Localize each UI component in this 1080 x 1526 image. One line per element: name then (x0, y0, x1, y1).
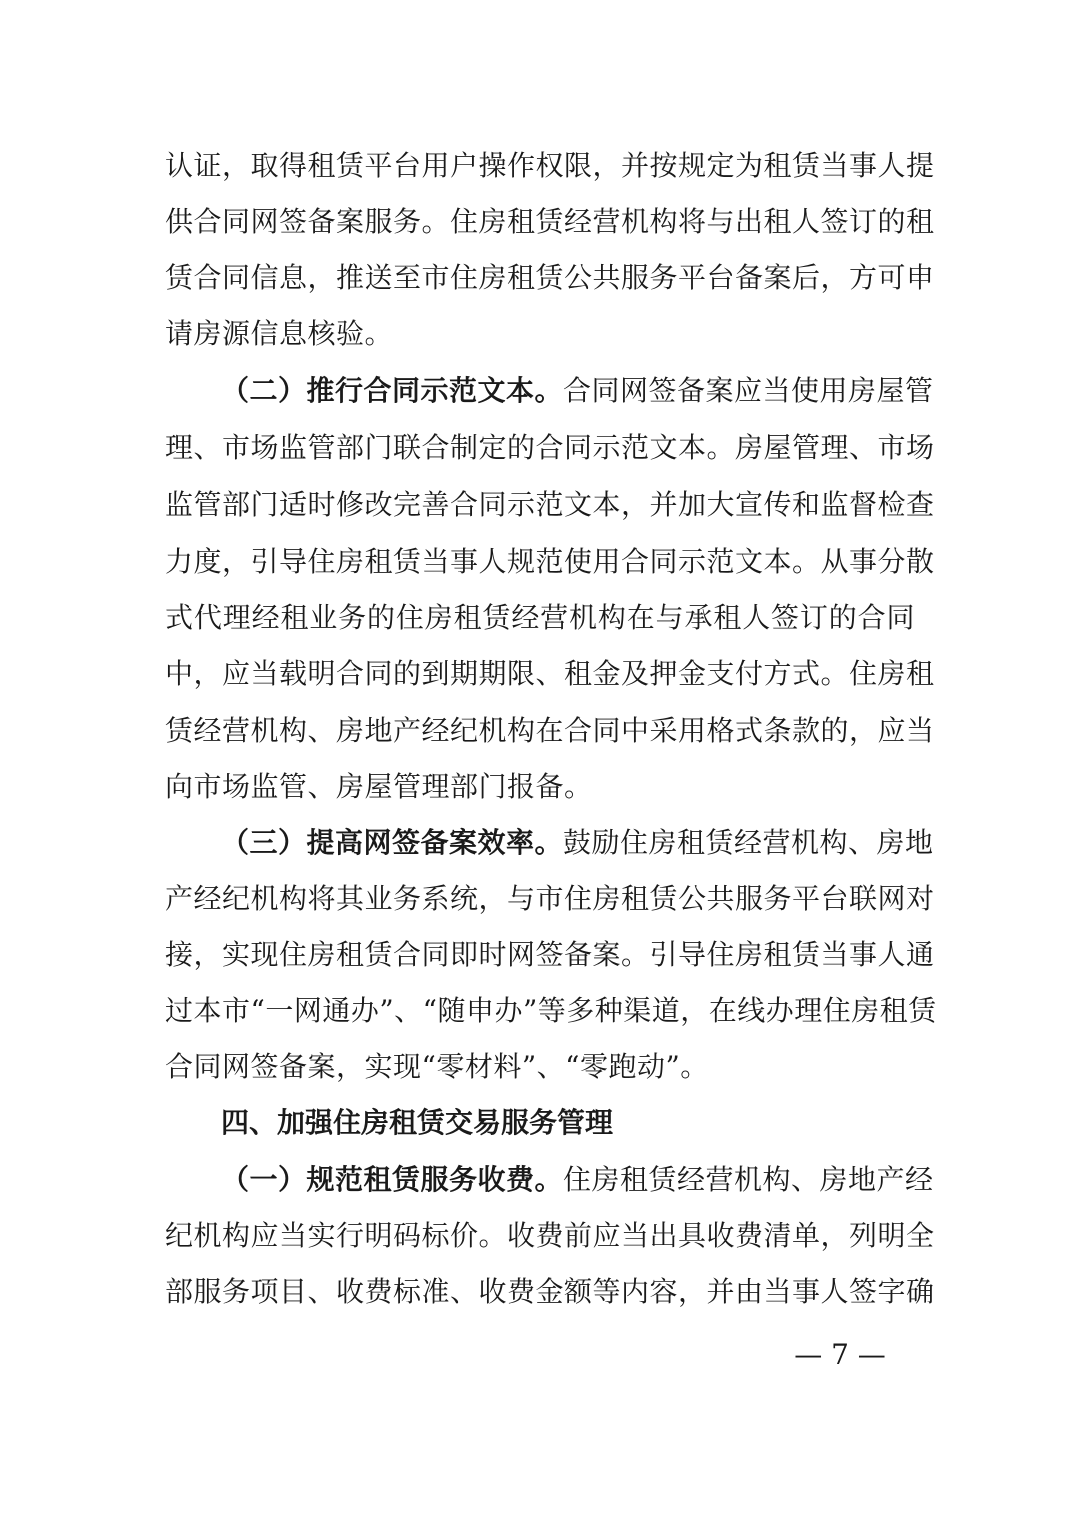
section-3-first-line (221, 815, 934, 871)
section-3-title: （三）提高网签备案效率。 (221, 826, 564, 859)
body-line: 请房源信息核验。 (165, 317, 394, 350)
chapter-4-heading: 四、加强住房租赁交易服务管理 (221, 1106, 614, 1139)
body-line: 认证，取得租赁平台用户操作权限，并按规定为租赁当事人提 (165, 149, 935, 182)
section-3-first-line-text: 鼓励住房租赁经营机构、房地 (563, 826, 934, 859)
section-2-first-line-text: 合同网签备案应当使用房屋管 (563, 374, 934, 407)
body-line: 赁合同信息，推送至市住房租赁公共服务平台备案后，方可申 (165, 261, 935, 294)
body-line: 式代理经租业务的住房租赁经营机构在与承租人签订的合同 (165, 601, 915, 634)
body-line: 赁经营机构、房地产经纪机构在合同中采用格式条款的，应当 (165, 714, 935, 747)
body-line: 过本市“一网通办”、“随申办”等多种渠道，在线办理住房租赁 (165, 994, 937, 1027)
section-4-1-first-line-text: 住房租赁经营机构、房地产经 (563, 1163, 934, 1196)
body-line: 监管部门适时修改完善合同示范文本，并加大宣传和监督检查 (165, 488, 935, 521)
body-line: 中，应当载明合同的到期期限、租金及押金支付方式。住房租 (165, 657, 935, 690)
page-number: — 7 — (794, 1338, 886, 1371)
body-line: 理、市场监管部门联合制定的合同示范文本。房屋管理、市场 (165, 431, 935, 464)
body-line: 纪机构应当实行明码标价。收费前应当出具收费清单，列明全 (165, 1219, 935, 1252)
body-line: 部服务项目、收费标准、收费金额等内容，并由当事人签字确 (165, 1275, 935, 1308)
section-2-first-line (221, 363, 934, 419)
body-line: 力度，引导住房租赁当事人规范使用合同示范文本。从事分散 (165, 545, 935, 578)
section-4-1-first-line (221, 1152, 934, 1208)
body-line: 接，实现住房租赁合同即时网签备案。引导住房租赁当事人通 (165, 938, 935, 971)
section-2-title: （二）推行合同示范文本。 (221, 374, 564, 407)
body-line: 产经纪机构将其业务系统，与市住房租赁公共服务平台联网对 (165, 882, 935, 915)
section-4-1-title: （一）规范租赁服务收费。 (221, 1163, 564, 1196)
body-line: 合同网签备案，实现“零材料”、“零跑动”。 (165, 1050, 709, 1083)
body-line: 供合同网签备案服务。住房租赁经营机构将与出租人签订的租 (165, 205, 935, 238)
body-line: 向市场监管、房屋管理部门报备。 (165, 770, 593, 803)
